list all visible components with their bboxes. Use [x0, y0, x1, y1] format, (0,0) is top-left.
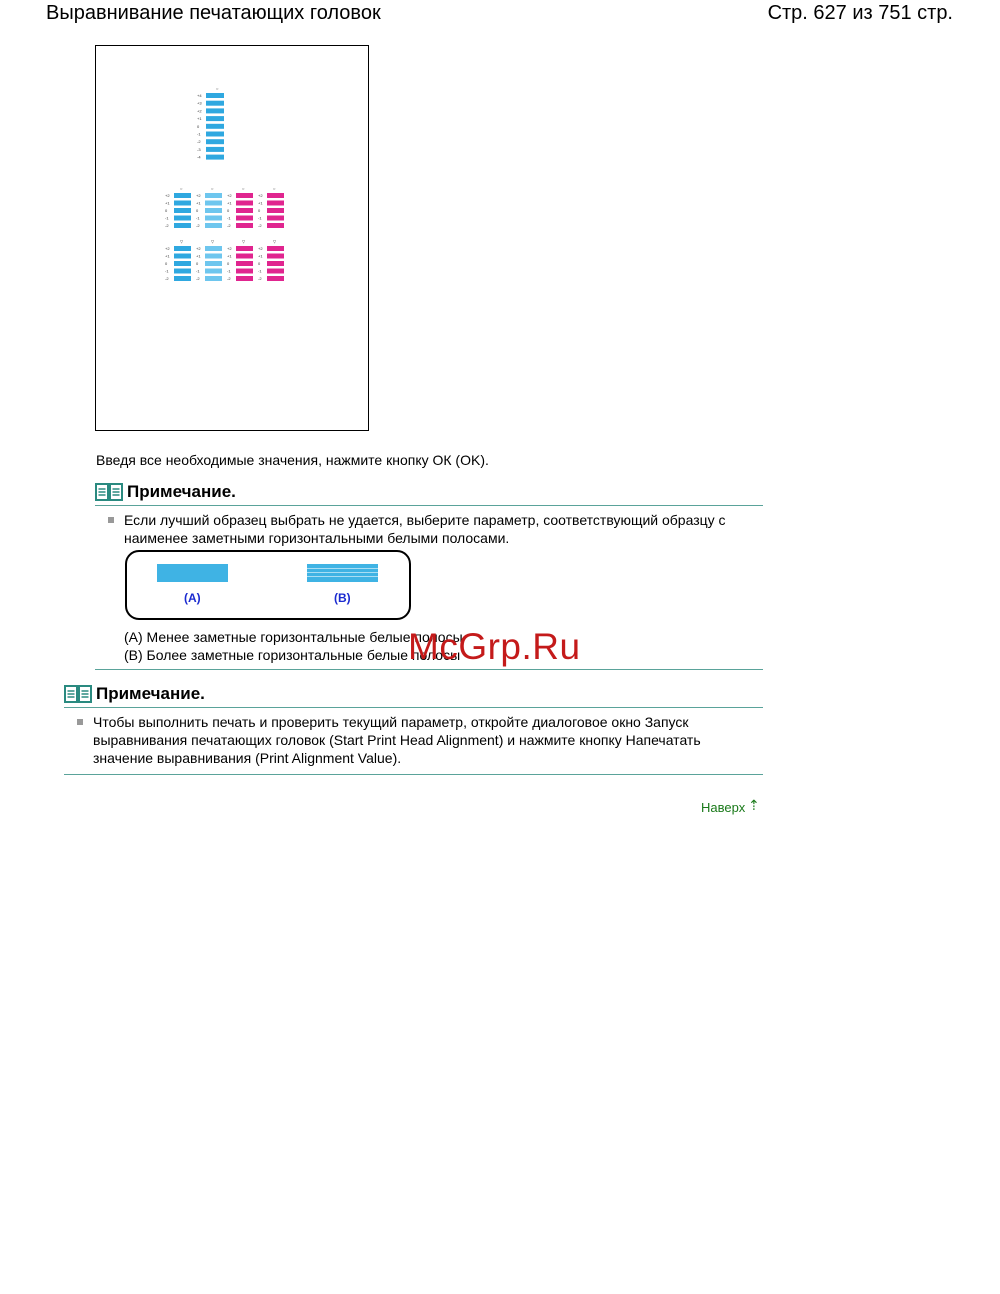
row-value-label: +1	[165, 200, 170, 206]
row-value-label: -1	[227, 268, 231, 274]
legend-a-text: (A) Менее заметные горизонтальные белые полосы	[124, 629, 463, 645]
pattern-bar	[205, 254, 222, 259]
row-value-label: 0	[227, 261, 230, 266]
pattern-bar	[205, 193, 222, 198]
row-value-label: -1	[197, 131, 201, 137]
pattern-bar	[174, 261, 191, 266]
note-text: Если лучший образец выбрать не удается, выберите параметр, соответствующий образцу с наименее заметными горизонтальными белыми полосами.	[124, 512, 726, 546]
pattern-bar	[205, 269, 222, 274]
pattern-bar	[267, 223, 284, 228]
sample-a-label: (A)	[184, 591, 201, 605]
sample-comparison-box	[125, 550, 411, 620]
pattern-bar	[205, 261, 222, 266]
row-value-label: 0	[165, 261, 168, 266]
up-arrow-icon[interactable]: ⇡	[748, 797, 760, 813]
row-value-label: +2	[165, 246, 170, 251]
row-value-label: +1	[227, 253, 232, 259]
intro-text: Введя все необходимые значения, нажмите кнопку ОК (OK).	[96, 452, 489, 468]
book-icon	[64, 684, 92, 704]
row-value-label: +2	[258, 193, 263, 198]
block-header-mark: ▽	[273, 239, 277, 244]
row-value-label: 0	[196, 261, 199, 266]
row-value-label: 0	[197, 123, 200, 129]
row-value-label: +2	[196, 246, 201, 251]
pattern-bar	[174, 208, 191, 213]
block-header-mark: ○	[242, 186, 245, 191]
pattern-bar	[236, 261, 253, 266]
row-value-label: -2	[258, 223, 262, 228]
row-value-label: -1	[196, 268, 200, 274]
row-value-label: +3	[197, 100, 202, 106]
row-value-label: -1	[258, 268, 262, 274]
divider	[64, 774, 763, 775]
row-value-label: +1	[258, 200, 263, 206]
divider	[95, 505, 763, 506]
pattern-bar	[174, 223, 191, 228]
row-value-label: +2	[258, 246, 263, 251]
row-value-label: +1	[165, 253, 170, 259]
pattern-bar	[205, 208, 222, 213]
book-icon	[95, 482, 123, 502]
sample-b-pattern	[307, 564, 378, 582]
pattern-bar	[174, 193, 191, 198]
pattern-bar	[206, 132, 224, 137]
sample-b-label: (B)	[334, 591, 351, 605]
block-header-mark: ▽	[211, 239, 215, 244]
row-value-label: +1	[227, 200, 232, 206]
pattern-bar	[206, 147, 224, 152]
row-value-label: +2	[227, 193, 232, 198]
pattern-bar	[205, 246, 222, 251]
row-value-label: -2	[165, 223, 169, 228]
pattern-bar	[236, 276, 253, 281]
row-value-label: -1	[196, 215, 200, 221]
row-value-label: +1	[196, 253, 201, 259]
row-value-label: 0	[165, 208, 168, 213]
pattern-bar	[205, 276, 222, 281]
alignment-sheet-image	[95, 45, 369, 431]
row-value-label: -4	[197, 154, 201, 160]
row-value-label: 0	[258, 261, 261, 266]
page-title: Выравнивание печатающих головок	[46, 2, 381, 24]
row-value-label: -2	[227, 276, 231, 281]
row-value-label: -2	[258, 276, 262, 281]
row-value-label: +1	[197, 116, 202, 122]
pattern-bar	[267, 216, 284, 221]
pattern-bar	[236, 193, 253, 198]
divider	[95, 669, 763, 670]
pattern-bar	[236, 201, 253, 206]
row-value-label: +2	[197, 108, 202, 114]
divider	[64, 707, 763, 708]
pattern-bar	[174, 246, 191, 251]
pattern-bar	[267, 193, 284, 198]
pattern-bar	[236, 254, 253, 259]
block-header-mark: ▽	[242, 239, 246, 244]
pattern-bar	[206, 93, 224, 98]
pattern-bar	[206, 155, 224, 160]
pattern-bar	[205, 216, 222, 221]
row-value-label: 0	[196, 208, 199, 213]
sample-a-pattern	[157, 564, 228, 582]
row-value-label: +4	[197, 93, 202, 98]
pattern-bar	[174, 276, 191, 281]
row-value-label: +1	[196, 200, 201, 206]
row-value-label: -1	[165, 268, 169, 274]
page-counter: Стр. 627 из 751 стр.	[767, 2, 953, 24]
pattern-bar	[206, 108, 224, 113]
pattern-bar	[206, 139, 224, 144]
bullet-icon	[77, 719, 83, 725]
pattern-bar	[206, 101, 224, 106]
pattern-bar	[267, 208, 284, 213]
pattern-bar	[267, 269, 284, 274]
note-title: Примечание.	[96, 684, 205, 703]
pattern-bar	[236, 208, 253, 213]
alignment-pattern-graphic	[96, 46, 370, 432]
pattern-bar	[205, 223, 222, 228]
row-value-label: +2	[227, 246, 232, 251]
row-value-label: -2	[165, 276, 169, 281]
pattern-bar	[267, 246, 284, 251]
pattern-bar	[236, 269, 253, 274]
block-header-mark: ▽	[180, 239, 184, 244]
note-heading	[95, 482, 236, 502]
pattern-bar	[267, 254, 284, 259]
pattern-bar	[206, 116, 224, 121]
row-value-label: -1	[258, 215, 262, 221]
row-value-label: -2	[227, 223, 231, 228]
pattern-bar	[236, 223, 253, 228]
row-value-label: 0	[227, 208, 230, 213]
pattern-bar	[236, 246, 253, 251]
row-value-label: -2	[197, 139, 201, 145]
row-value-label: -1	[227, 215, 231, 221]
pattern-bar	[205, 201, 222, 206]
column-header-mark: ○	[216, 86, 219, 91]
row-value-label: -2	[196, 276, 200, 281]
pattern-bar	[236, 216, 253, 221]
note-text: Чтобы выполнить печать и проверить текущий параметр, откройте диалоговое окно Запуск выравнивания печатающих головок (Start Print Head Alignment) и нажмите кнопку Напечатать значение выравнивания (Print Alignment Value).	[93, 714, 701, 766]
pattern-bar	[174, 269, 191, 274]
row-value-label: -1	[165, 215, 169, 221]
pattern-bar	[267, 261, 284, 266]
row-value-label: -2	[196, 223, 200, 228]
watermark: McGrp.Ru	[408, 626, 581, 667]
pattern-bar	[206, 124, 224, 129]
row-value-label: +1	[258, 253, 263, 259]
note-title: Примечание.	[127, 482, 236, 501]
pattern-bar	[267, 201, 284, 206]
pattern-bar	[174, 254, 191, 259]
block-header-mark: ○	[180, 186, 183, 191]
bullet-icon	[108, 517, 114, 523]
note-heading	[64, 684, 205, 704]
legend-b-text: (B) Более заметные горизонтальные белые полосы	[124, 647, 461, 663]
block-header-mark: ○	[273, 186, 276, 191]
pattern-bar	[267, 276, 284, 281]
pattern-bar	[174, 216, 191, 221]
pattern-bar	[174, 201, 191, 206]
row-value-label: 0	[258, 208, 261, 213]
row-value-label: -3	[197, 146, 201, 152]
row-value-label: +2	[196, 193, 201, 198]
row-value-label: +2	[165, 193, 170, 198]
block-header-mark: ○	[211, 186, 214, 191]
back-to-top-link[interactable]: Наверх	[701, 800, 746, 815]
